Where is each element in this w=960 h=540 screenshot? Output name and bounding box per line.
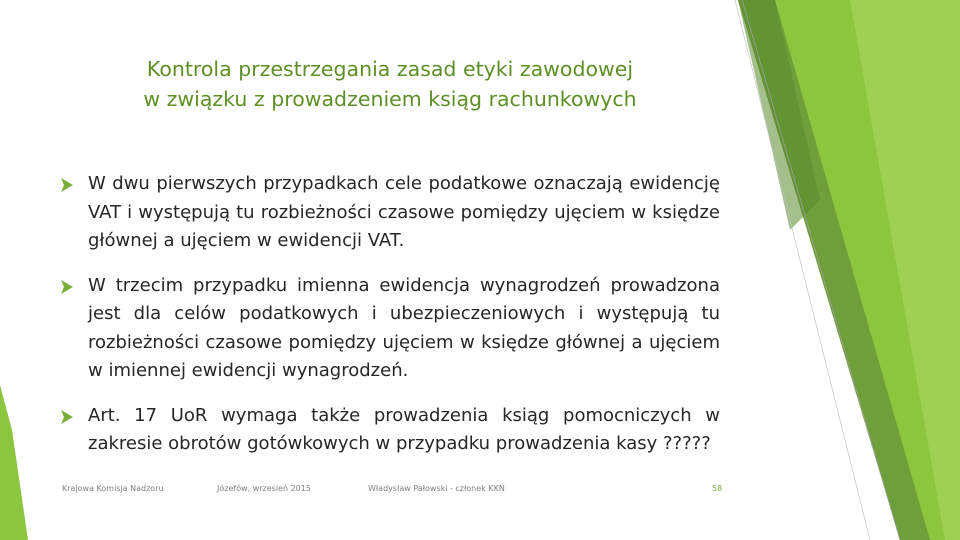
page-number: 58 [712, 484, 723, 493]
footer-place-date: Józefów, wrzesień 2015 [217, 484, 311, 493]
bullet-text: Art. 17 UoR wymaga także prowadzenia ksiąg pomocniczych w zakresie obrotów gotówkowych w przypadku prowadzenia kasy ????? [88, 404, 720, 454]
bullet-item [60, 272, 720, 386]
arrow-bullet-icon [60, 280, 74, 294]
deco-left-shape [0, 385, 28, 540]
footer-organization: Krajowa Komisja Nadzoru [62, 484, 164, 493]
arrow-bullet-icon [60, 410, 74, 424]
bullet-list [60, 170, 720, 475]
bullet-text: W dwu pierwszych przypadkach cele podatkowe oznaczają ewidencję VAT i występują tu rozbieżności czasowe pomiędzy ujęciem w księdze głównej a ujęciem w ewidencji VAT. [88, 173, 720, 251]
slide-title [110, 54, 670, 114]
bullet-item [60, 170, 720, 256]
title-line-1: Kontrola przestrzegania zasad etyki zawodowej [146, 57, 634, 81]
title-line-2: w związku z prowadzeniem ksiąg rachunkowych [143, 87, 637, 111]
arrow-bullet-icon [60, 178, 74, 192]
bullet-text: W trzecim przypadku imienna ewidencja wynagrodzeń prowadzona jest dla celów podatkowych i ubezpieczeniowych i występują tu rozbieżności czasowe pomiędzy ujęciem w księdze głównej a ujęciem w imiennej ewidencji wynagrodzeń. [88, 274, 720, 381]
bullet-item [60, 402, 720, 459]
footer-author: Władysław Pałowski - członek KKN [368, 484, 505, 493]
